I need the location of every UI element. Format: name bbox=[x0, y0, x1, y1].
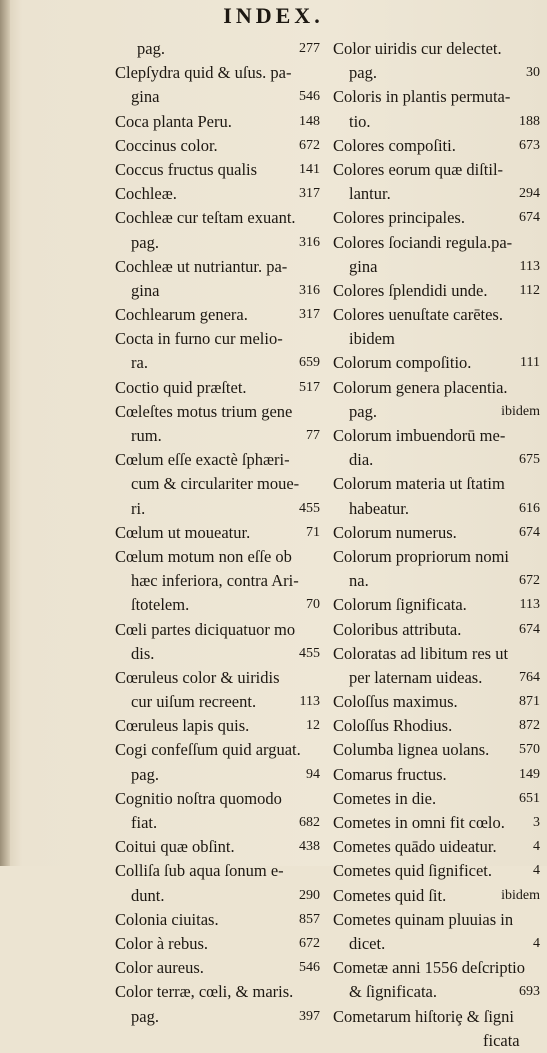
entry-text: gina bbox=[349, 256, 378, 276]
entry-text: pag. bbox=[349, 63, 377, 83]
index-entry-line bbox=[333, 593, 540, 617]
entry-text: cum & circulariter moue- bbox=[131, 474, 300, 494]
index-entry-line bbox=[333, 279, 540, 303]
entry-text: Cœlum ut moueatur. bbox=[115, 522, 251, 542]
entry-page-number: 277 bbox=[299, 41, 320, 56]
entry-text: pag. bbox=[131, 1006, 159, 1026]
entry-page-number: 570 bbox=[519, 742, 540, 758]
entry-page-number: 148 bbox=[299, 113, 320, 129]
entry-text: Colorum propriorum nomi bbox=[333, 546, 509, 566]
entry-text: Coca planta Peru. bbox=[115, 111, 232, 131]
entry-page-number: 682 bbox=[299, 815, 320, 830]
entry-text: dunt. bbox=[131, 885, 165, 905]
entry-page-number: 674 bbox=[519, 210, 540, 226]
entry-page-number: 188 bbox=[519, 113, 540, 129]
entry-page-number: 94 bbox=[306, 766, 320, 782]
entry-page-number: 113 bbox=[519, 258, 540, 274]
entry-text: Colores eorum quæ diſtil- bbox=[333, 159, 504, 179]
index-entry-line bbox=[115, 932, 320, 956]
page-gutter-shadow bbox=[0, 0, 10, 866]
entry-text: Color uiridis cur delectet. bbox=[333, 39, 502, 58]
index-entry-line bbox=[333, 980, 540, 1004]
index-entry-line bbox=[115, 497, 320, 521]
index-entry-line bbox=[333, 738, 540, 762]
entry-page-number: 316 bbox=[299, 282, 320, 298]
entry-text: Colores ſociandi regula.pa- bbox=[333, 232, 513, 252]
entry-page-number: 857 bbox=[299, 911, 320, 927]
entry-text: Cometæ anni 1556 deſcriptio bbox=[333, 958, 526, 978]
entry-text: gina bbox=[131, 87, 160, 107]
entry-text: pag. bbox=[349, 401, 377, 421]
entry-text: Coloſſus Rhodius. bbox=[333, 716, 453, 736]
entry-text: lantur. bbox=[349, 184, 391, 204]
index-entry-line bbox=[333, 327, 540, 351]
index-entry-line bbox=[115, 231, 320, 255]
entry-page-number: 872 bbox=[519, 718, 540, 734]
entry-text: habeatur. bbox=[349, 498, 410, 518]
entry-text: Cœleſtes motus trium gene bbox=[115, 401, 293, 421]
entry-text: ibidem bbox=[349, 329, 395, 349]
entry-page-number: 438 bbox=[299, 839, 320, 855]
index-entry-line bbox=[333, 545, 540, 569]
entry-page-number: 71 bbox=[306, 524, 320, 540]
index-entry-line bbox=[115, 255, 320, 279]
index-entry-line bbox=[115, 980, 320, 1004]
index-entry-line bbox=[333, 690, 540, 714]
entry-page-number: 455 bbox=[299, 645, 320, 661]
entry-text: Cocta in furno cur melio- bbox=[115, 329, 283, 349]
index-entry-line bbox=[333, 932, 540, 956]
entry-text: Colorum genera placentia. bbox=[333, 377, 508, 397]
index-entry-line bbox=[115, 811, 320, 835]
index-entry-line bbox=[115, 351, 320, 375]
index-entry-line bbox=[333, 110, 540, 134]
index-entry-line bbox=[115, 37, 320, 61]
entry-text: cur uiſum recreent. bbox=[131, 692, 257, 712]
entry-text: Cœlum eſſe exactè ſphæri- bbox=[115, 450, 290, 470]
entry-page-number: 546 bbox=[299, 960, 320, 976]
entry-page-number: 4 bbox=[533, 863, 540, 879]
index-entry-line bbox=[333, 472, 540, 496]
index-entry-line bbox=[333, 351, 540, 375]
entry-page-number: 111 bbox=[520, 355, 540, 371]
entry-page-number: 113 bbox=[519, 597, 540, 613]
entry-page-number: 764 bbox=[519, 669, 540, 685]
index-entry-line bbox=[333, 714, 540, 738]
running-header: INDEX. bbox=[223, 3, 324, 28]
entry-text: Cœlum motum non eſſe ob bbox=[115, 546, 292, 566]
index-entry-line bbox=[333, 811, 540, 835]
entry-page-number: 659 bbox=[299, 355, 320, 371]
entry-text: pag. bbox=[131, 764, 159, 784]
entry-text: Color à rebus. bbox=[115, 933, 209, 953]
entry-page-number: 672 bbox=[299, 137, 320, 153]
index-entry-line bbox=[115, 545, 320, 569]
entry-text: Cochleæ cur teſtam exuant. bbox=[115, 208, 296, 228]
index-entry-line bbox=[115, 448, 320, 472]
entry-page-number: 4 bbox=[533, 839, 540, 855]
index-entry-line bbox=[115, 593, 320, 617]
index-entry-line bbox=[115, 110, 320, 134]
entry-text: dicet. bbox=[349, 933, 386, 953]
index-entry-line bbox=[115, 714, 320, 738]
entry-text: Cometes quid ſignificet. bbox=[333, 861, 493, 881]
entry-text: pag. bbox=[131, 232, 159, 252]
index-entry-line bbox=[333, 642, 540, 666]
entry-text: Coccus fructus qualis bbox=[115, 159, 258, 179]
index-entry-line bbox=[115, 835, 320, 859]
index-entry-line bbox=[333, 448, 540, 472]
entry-page-number: 4 bbox=[533, 935, 540, 951]
index-entry-line bbox=[333, 303, 540, 327]
entry-text: Colorum materia ut ſtatim bbox=[333, 474, 505, 494]
entry-text: Cochlearum genera. bbox=[115, 305, 248, 325]
entry-text: ri. bbox=[131, 498, 146, 518]
entry-text: Colorum numerus. bbox=[333, 522, 457, 542]
entry-page-number: 546 bbox=[299, 89, 320, 105]
index-entry-line bbox=[115, 61, 320, 85]
entry-page-number: 674 bbox=[519, 621, 540, 637]
entry-text: ſtotelem. bbox=[131, 595, 190, 615]
index-entry-line bbox=[115, 303, 320, 327]
index-entry-line bbox=[333, 787, 540, 811]
index-entry-line bbox=[333, 182, 540, 206]
index-entry-line bbox=[333, 1005, 540, 1029]
index-entry-line bbox=[333, 569, 540, 593]
entry-text: Cœruleus color & uiridis bbox=[115, 667, 280, 687]
entry-text: & ſignificata. bbox=[349, 982, 437, 1002]
entry-text: Coloratas ad libitum res ut bbox=[333, 643, 509, 663]
entry-page-number: 149 bbox=[519, 766, 540, 782]
index-entry-line bbox=[115, 666, 320, 690]
entry-page-number: 113 bbox=[299, 694, 320, 710]
index-entry-line bbox=[333, 763, 540, 787]
index-entry-line bbox=[333, 859, 540, 883]
entry-text: Cometes in omni fit cœlo. bbox=[333, 813, 505, 832]
entry-page-number: 70 bbox=[306, 597, 320, 613]
index-entry-line bbox=[115, 182, 320, 206]
index-entry-line bbox=[115, 908, 320, 932]
entry-text: dia. bbox=[349, 450, 374, 470]
index-entry-line bbox=[115, 472, 320, 496]
entry-page-number: 672 bbox=[299, 935, 320, 951]
entry-text: Cometes quinam pluuias in bbox=[333, 909, 514, 929]
index-entry-line bbox=[115, 956, 320, 980]
entry-text: Colorum imbuendorū me- bbox=[333, 426, 506, 445]
index-entry-line bbox=[333, 231, 540, 255]
index-entry-line bbox=[333, 618, 540, 642]
index-entry-line bbox=[115, 1005, 320, 1029]
index-entry-line bbox=[115, 521, 320, 545]
entry-page-number: 12 bbox=[306, 718, 320, 734]
entry-text: Cœruleus lapis quis. bbox=[115, 716, 250, 736]
index-column-right bbox=[333, 37, 540, 1053]
entry-text: Colonia ciuitas. bbox=[115, 909, 219, 929]
entry-text: Colorum ſignificata. bbox=[333, 595, 467, 615]
index-entry-line bbox=[333, 255, 540, 279]
index-entry-line bbox=[115, 787, 320, 811]
entry-page-number: 693 bbox=[519, 984, 540, 1000]
index-entry-line bbox=[333, 908, 540, 932]
entry-text: Cometes in die. bbox=[333, 788, 437, 808]
entry-page-number: 30 bbox=[526, 65, 540, 81]
entry-text: per laternam uideas. bbox=[349, 667, 483, 687]
index-entry-line bbox=[115, 158, 320, 182]
index-entry-line bbox=[115, 642, 320, 666]
entry-text: gina bbox=[131, 280, 160, 300]
index-entry-line bbox=[333, 497, 540, 521]
entry-text: tio. bbox=[349, 111, 371, 131]
entry-page-number: 616 bbox=[519, 500, 540, 516]
entry-text: Colliſa ſub aqua ſonum e- bbox=[115, 861, 284, 881]
index-entry-line bbox=[333, 424, 540, 448]
entry-page-number: 112 bbox=[519, 282, 540, 298]
index-entry-line bbox=[333, 835, 540, 859]
entry-text: Coctio quid præſtet. bbox=[115, 377, 247, 397]
entry-text: Comarus fructus. bbox=[333, 764, 447, 784]
entry-text: Colorum compoſitio. bbox=[333, 353, 472, 373]
entry-text: Colores ſplendidi unde. bbox=[333, 280, 488, 300]
index-entry-line bbox=[115, 206, 320, 230]
entry-text: Coloribus attributa. bbox=[333, 619, 462, 639]
entry-page-number: 517 bbox=[299, 379, 320, 395]
index-entry-line bbox=[115, 884, 320, 908]
entry-text: Cometarum hiſtoriȩ & ſigni bbox=[333, 1006, 515, 1026]
entry-text: rum. bbox=[131, 426, 162, 445]
entry-page-number: 455 bbox=[299, 500, 320, 516]
entry-text: pag. bbox=[137, 39, 165, 58]
index-entry-line bbox=[333, 85, 540, 109]
index-column-left bbox=[115, 37, 320, 1029]
entry-text: ra. bbox=[131, 353, 148, 373]
index-entry-line bbox=[333, 666, 540, 690]
entry-text: Cognitio noſtra quomodo bbox=[115, 788, 282, 808]
entry-page-number: 673 bbox=[519, 137, 540, 153]
index-entry-line bbox=[333, 376, 540, 400]
index-entry-line bbox=[115, 763, 320, 787]
entry-page-number: 77 bbox=[306, 428, 320, 443]
entry-page-number: 317 bbox=[299, 307, 320, 323]
index-entry-line bbox=[333, 61, 540, 85]
entry-text: Cœli partes diciquatuor mo bbox=[115, 619, 296, 639]
index-entry-line bbox=[333, 1029, 540, 1053]
entry-page-number: 141 bbox=[299, 161, 320, 177]
entry-text: Colores compoſiti. bbox=[333, 135, 456, 155]
entry-page-number: ibidem bbox=[501, 403, 540, 419]
entry-text: ficata bbox=[483, 1030, 520, 1050]
entry-text: Cochleæ. bbox=[115, 184, 177, 204]
index-entry-line bbox=[115, 690, 320, 714]
entry-page-number: 674 bbox=[519, 524, 540, 540]
entry-text: Cometes quid ſit. bbox=[333, 885, 447, 905]
entry-page-number: 290 bbox=[299, 887, 320, 903]
entry-text: Coloſſus maximus. bbox=[333, 692, 458, 712]
entry-text: Cochleæ ut nutriantur. pa- bbox=[115, 256, 288, 276]
index-entry-line bbox=[333, 521, 540, 545]
index-entry-line bbox=[333, 37, 540, 61]
entry-text: Clepſydra quid & uſus. pa- bbox=[115, 63, 292, 83]
entry-text: Colores principales. bbox=[333, 208, 465, 228]
index-entry-line bbox=[115, 424, 320, 448]
entry-text: hæc inferiora, contra Ari- bbox=[131, 571, 299, 591]
index-entry-line bbox=[333, 956, 540, 980]
index-entry-line bbox=[115, 618, 320, 642]
entry-text: dis. bbox=[131, 643, 155, 663]
entry-text: Coloris in plantis permuta- bbox=[333, 87, 511, 107]
index-entry-line bbox=[333, 158, 540, 182]
index-entry-line bbox=[115, 400, 320, 424]
entry-text: Cogi confeſſum quid arguat. bbox=[115, 740, 301, 760]
entry-page-number: 316 bbox=[299, 234, 320, 250]
index-entry-line bbox=[333, 400, 540, 424]
index-entry-line bbox=[115, 859, 320, 883]
entry-text: na. bbox=[349, 571, 369, 591]
entry-page-number: ibidem bbox=[501, 887, 540, 903]
index-entry-line bbox=[115, 569, 320, 593]
index-entry-line bbox=[115, 85, 320, 109]
entry-page-number: 317 bbox=[299, 186, 320, 202]
index-entry-line bbox=[115, 376, 320, 400]
entry-page-number: 3 bbox=[533, 815, 540, 830]
entry-text: Colores uenuſtate carētes. bbox=[333, 305, 503, 325]
entry-page-number: 294 bbox=[519, 186, 540, 202]
entry-page-number: 672 bbox=[519, 573, 540, 589]
entry-text: Color aureus. bbox=[115, 958, 204, 978]
index-entry-line bbox=[333, 884, 540, 908]
entry-text: Columba lignea uolans. bbox=[333, 740, 490, 760]
entry-page-number: 675 bbox=[519, 452, 540, 468]
entry-text: fiat. bbox=[131, 813, 158, 832]
index-entry-line bbox=[115, 738, 320, 762]
index-entry-line bbox=[115, 327, 320, 351]
entry-text: Cometes quādo uideatur. bbox=[333, 837, 497, 857]
entry-page-number: 871 bbox=[519, 694, 540, 710]
entry-page-number: 651 bbox=[519, 790, 540, 806]
entry-text: Coitui quæ obſint. bbox=[115, 837, 235, 857]
entry-text: Coccinus color. bbox=[115, 135, 218, 155]
entry-text: Color terræ, cœli, & maris. bbox=[115, 982, 294, 1002]
index-entry-line bbox=[115, 279, 320, 303]
index-entry-line bbox=[333, 206, 540, 230]
index-entry-line bbox=[333, 134, 540, 158]
entry-page-number: 397 bbox=[299, 1008, 320, 1024]
index-entry-line bbox=[115, 134, 320, 158]
